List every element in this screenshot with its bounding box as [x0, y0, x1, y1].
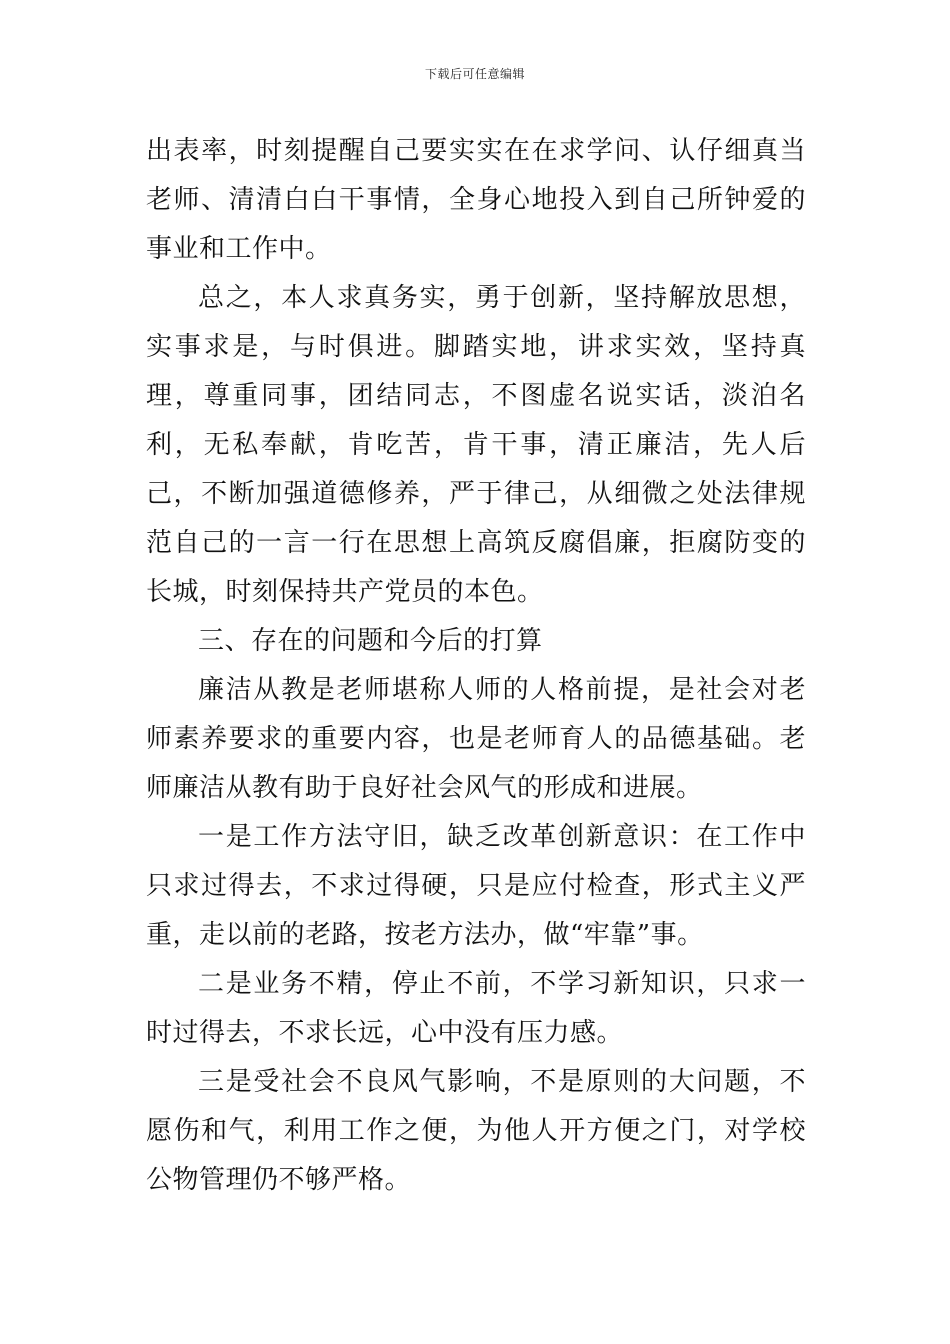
paragraph-7: 三是受社会不良风气影响，不是原则的大问题，不愿伤和气，利用工作之便，为他人开方便之门，对学校公物管理仍不够严格。 [146, 1067, 806, 1195]
document-body [146, 127, 806, 1205]
paragraph-2: 总之，本人求真务实，勇于创新，坚持解放思想，实事求是，与时俱进。脚踏实地，讲求实效，坚持真理，尊重同事，团结同志，不图虚名说实话，淡泊名利，无私奉献，肯吃苦，肯干事，清正廉洁，先人后己，不断加强道德修养，严于律己，从细微之处法律规范自己的一言一行在思想上高筑反腐倡廉，拒腐防变的长城，时刻保持共产党员的本色。 [146, 283, 806, 607]
section-heading-3: 三、存在的问题和今后的打算 [198, 626, 543, 656]
paragraph-1: 出表率，时刻提醒自己要实实在在求学问、认仔细真当老师、清清白白干事情，全身心地投入到自己所钟爱的事业和工作中。 [146, 136, 806, 264]
page-header-note: 下载后可任意编辑 [424, 67, 525, 81]
paragraph-4: 廉洁从教是老师堪称人师的人格前提，是社会对老师素养要求的重要内容，也是老师育人的品德基础。老师廉洁从教有助于良好社会风气的形成和进展。 [146, 675, 806, 803]
paragraph-5: 一是工作方法守旧，缺乏改革创新意识：在工作中只求过得去，不求过得硬，只是应付检查，形式主义严重，走以前的老路，按老方法办，做“牢靠”事。 [146, 822, 806, 950]
paragraph-6: 二是业务不精，停止不前，不学习新知识，只求一时过得去，不求长远，心中没有压力感。 [146, 969, 806, 1048]
